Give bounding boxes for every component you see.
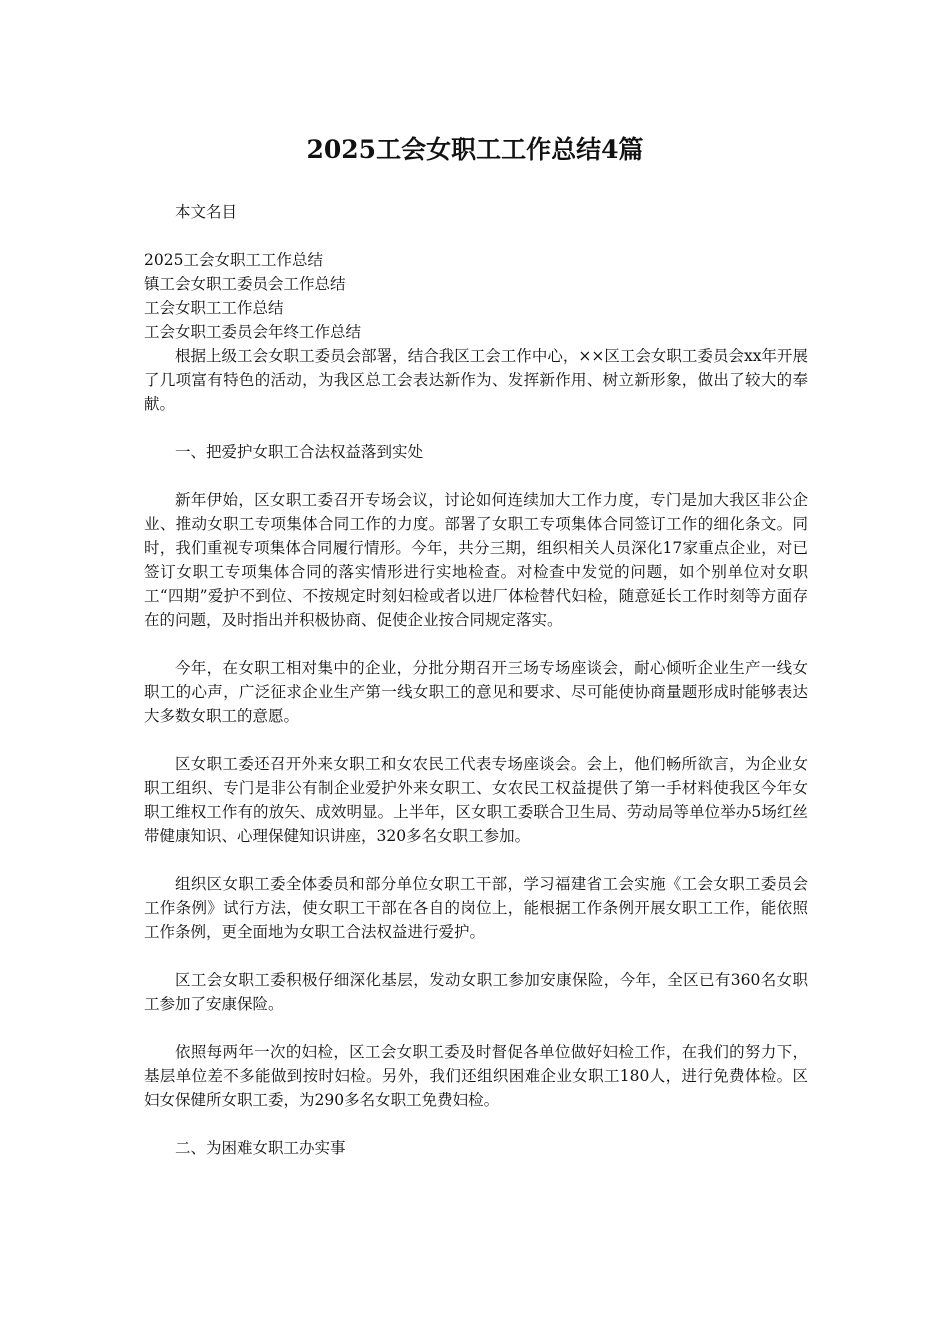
table-of-contents bbox=[144, 248, 808, 344]
toc-heading: 本文名目 bbox=[175, 203, 238, 221]
document-body bbox=[144, 200, 808, 1160]
body-paragraph: 今年，在女职工相对集中的企业，分批分期召开三场专场座谈会，耐心倾听企业生产一线女职工的心声，广泛征求企业生产第一线女职工的意见和要求、尽可能使协商量题形成时能够表达大多数女职工的意愿。 bbox=[144, 659, 808, 725]
body-paragraph: 新年伊始，区女职工委召开专场会议，讨论如何连续加大工作力度，专门是加大我区非公企业、推动女职工专项集体合同工作的力度。部署了女职工专项集体合同签订工作的细化条文。同时，我们重视专项集体合同履行情形。今年，共分三期，组织相关人员深化17家重点企业，对已签订女职工专项集体合同的落实情形进行实地检查。对检查中发觉的问题，如个别单位对女职工“四期”爱护不到位、不按规定时刻妇检或者以进厂体检替代妇检，随意延长工作时刻等方面存在的问题，及时指出并积极协商、促使企业按合同规定落实。 bbox=[144, 491, 808, 629]
toc-item: 2025工会女职工工作总结 bbox=[144, 251, 323, 269]
toc-item: 工会女职工委员会年终工作总结 bbox=[144, 323, 362, 341]
body-paragraph: 区工会女职工委积极仔细深化基层，发动女职工参加安康保险，今年，全区已有360名女职工参加了安康保险。 bbox=[144, 971, 808, 1013]
section-heading-2: 二、为困难女职工办实事 bbox=[175, 1139, 346, 1157]
body-paragraph: 组织区女职工委全体委员和部分单位女职工干部，学习福建省工会实施《工会女职工委员会工作条例》试行方法，使女职工干部在各自的岗位上，能根据工作条例开展女职工工作，能依照工作条例，更全面地为女职工合法权益进行爱护。 bbox=[144, 875, 808, 941]
toc-item: 工会女职工工作总结 bbox=[144, 299, 284, 317]
toc-item: 镇工会女职工委员会工作总结 bbox=[144, 275, 346, 293]
intro-paragraph: 根据上级工会女职工委员会部署，结合我区工会工作中心，××区工会女职工委员会xx年开展了几项富有特色的活动，为我区总工会表达新作为、发挥新作用、树立新形象，做出了较大的奉献。 bbox=[144, 347, 808, 413]
body-paragraph: 依照每两年一次的妇检，区工会女职工委及时督促各单位做好妇检工作，在我们的努力下，基层单位差不多能做到按时妇检。另外，我们还组织困难企业女职工180人，进行免费体检。区妇女保健所女职工委，为290多名女职工免费妇检。 bbox=[144, 1043, 808, 1109]
body-paragraph: 区女职工委还召开外来女职工和女农民工代表专场座谈会。会上，他们畅所欲言，为企业女职工组织、专门是非公有制企业爱护外来女职工、女农民工权益提供了第一手材料使我区今年女职工维权工作有的放矢、成效明显。上半年，区女职工委联合卫生局、劳动局等单位举办5场红丝带健康知识、心理保健知识讲座，320多名女职工参加。 bbox=[144, 755, 808, 845]
document-title: 2025工会女职工工作总结4篇 bbox=[306, 135, 644, 164]
section-heading-1: 一、把爱护女职工合法权益落到实处 bbox=[175, 443, 424, 461]
